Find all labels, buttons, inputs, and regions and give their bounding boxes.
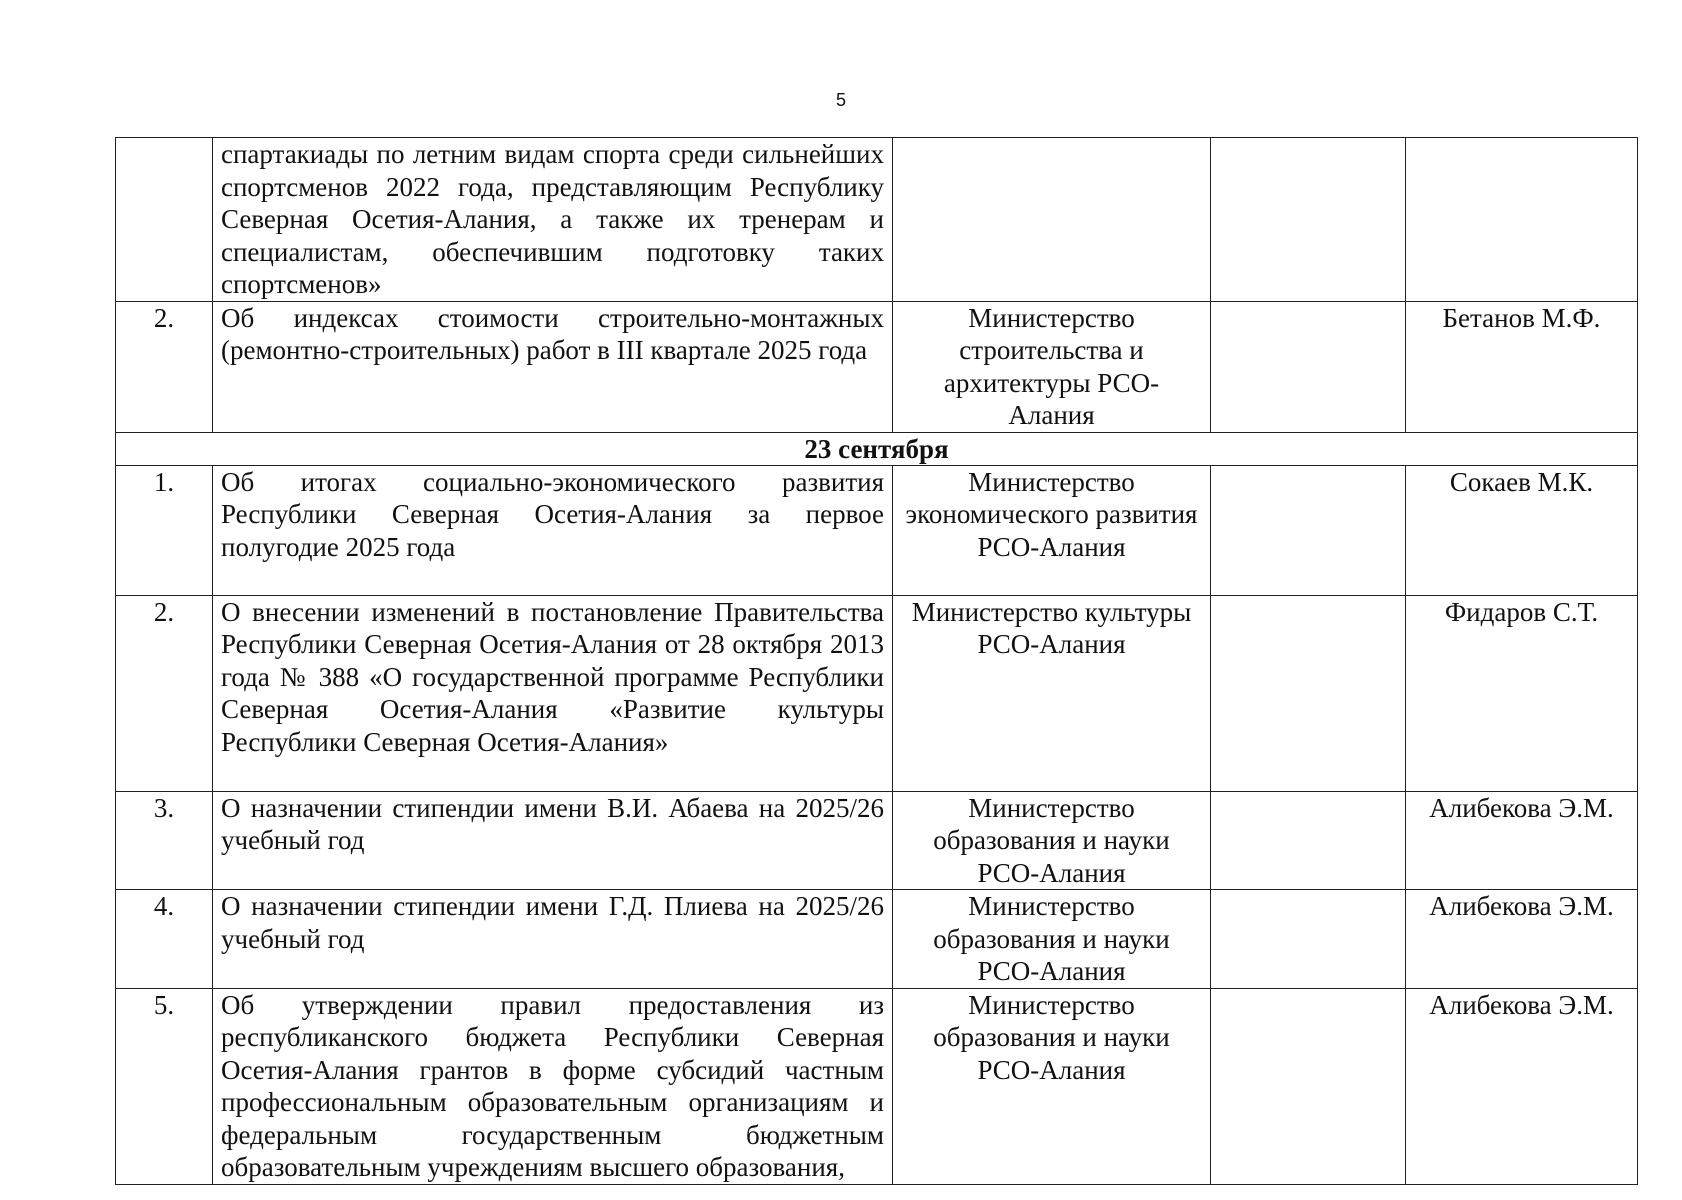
table-row bbox=[116, 988, 1638, 1184]
row-responsible bbox=[1406, 138, 1638, 302]
table-row bbox=[116, 138, 1638, 302]
row-organization: Министерство образования и науки РСО-Алания bbox=[893, 890, 1211, 989]
section-date: 23 сентября bbox=[116, 432, 1638, 465]
row-empty-cell bbox=[1211, 595, 1406, 791]
row-number: 1. bbox=[116, 465, 213, 595]
table-row bbox=[116, 465, 1638, 595]
row-organization bbox=[893, 138, 1211, 302]
row-number: 2. bbox=[116, 595, 213, 791]
table-row bbox=[116, 595, 1638, 791]
row-empty-cell bbox=[1211, 138, 1406, 302]
row-organization: Министерство строительства и архитектуры РСО-Алания bbox=[893, 301, 1211, 432]
row-responsible: Алибекова Э.М. bbox=[1406, 890, 1638, 989]
row-organization: Министерство культуры РСО-Алания bbox=[893, 595, 1211, 791]
row-empty-cell bbox=[1211, 791, 1406, 890]
row-topic: Об индексах стоимости строительно-монтажных (ремонтно-строительных) работ в III квартале 2025 года bbox=[213, 301, 893, 432]
row-empty-cell bbox=[1211, 465, 1406, 595]
row-responsible: Фидаров С.Т. bbox=[1406, 595, 1638, 791]
row-organization: Министерство экономического развития РСО-Алания bbox=[893, 465, 1211, 595]
table-row bbox=[116, 791, 1638, 890]
row-number: 4. bbox=[116, 890, 213, 989]
agenda-table bbox=[115, 137, 1638, 1185]
row-topic: Об утверждении правил предоставления из республиканского бюджета Республики Северная Осетия-Алания грантов в форме субсидий частным профессиональным образовательным организациям и федеральным государственным бюджетным образовательным учреждениям высшего образования, bbox=[213, 988, 893, 1184]
table-row bbox=[116, 890, 1638, 989]
row-topic: Об итогах социально-экономического развития Республики Северная Осетия-Алания за первое полугодие 2025 года bbox=[213, 465, 893, 595]
row-number bbox=[116, 138, 213, 302]
row-responsible: Алибекова Э.М. bbox=[1406, 791, 1638, 890]
row-number: 5. bbox=[116, 988, 213, 1184]
row-responsible: Сокаев М.К. bbox=[1406, 465, 1638, 595]
row-empty-cell bbox=[1211, 988, 1406, 1184]
row-topic: О внесении изменений в постановление Правительства Республики Северная Осетия-Алания от 28 октября 2013 года № 388 «О государственной программе Республики Северная Осетия-Алания «Развитие культуры Республики Северная Осетия-Алания» bbox=[213, 595, 893, 791]
row-responsible: Алибекова Э.М. bbox=[1406, 988, 1638, 1184]
page-number: 5 bbox=[835, 90, 846, 110]
row-topic: спартакиады по летним видам спорта среди сильнейших спортсменов 2022 года, представляющим Республику Северная Осетия-Алания, а также их тренерам и специалистам, обеспечившим подготовку таких спортсменов» bbox=[213, 138, 893, 302]
row-topic: О назначении стипендии имени Г.Д. Плиева на 2025/26 учебный год bbox=[213, 890, 893, 989]
row-empty-cell bbox=[1211, 301, 1406, 432]
row-topic: О назначении стипендии имени В.И. Абаева на 2025/26 учебный год bbox=[213, 791, 893, 890]
table-row bbox=[116, 301, 1638, 432]
date-header-row bbox=[116, 432, 1638, 465]
row-number: 3. bbox=[116, 791, 213, 890]
row-responsible: Бетанов М.Ф. bbox=[1406, 301, 1638, 432]
row-number: 2. bbox=[116, 301, 213, 432]
row-organization: Министерство образования и науки РСО-Алания bbox=[893, 988, 1211, 1184]
row-empty-cell bbox=[1211, 890, 1406, 989]
row-organization: Министерство образования и науки РСО-Алания bbox=[893, 791, 1211, 890]
